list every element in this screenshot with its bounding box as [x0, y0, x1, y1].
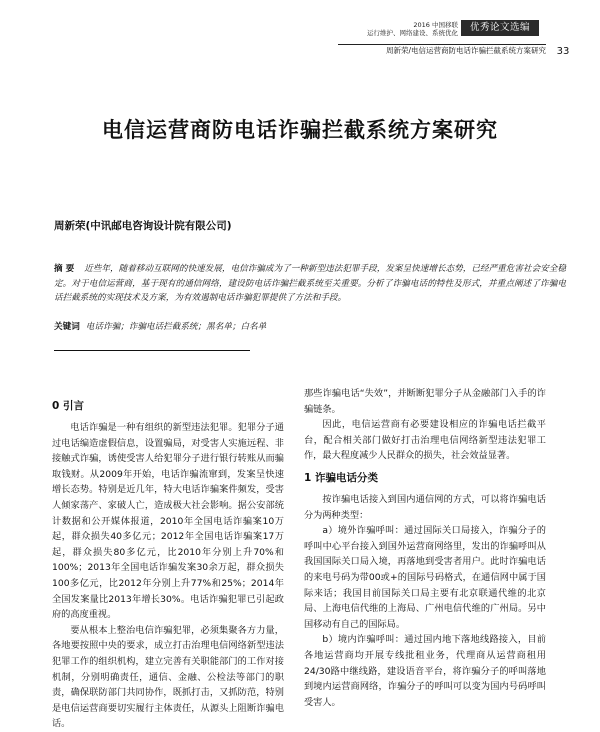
classification-paragraph-3: b）境内诈骗呼叫：通过国内地下落地线路接入，目前各地运营商均开展专线批租业务，代理商从运营商租用24/30路中继线路，建设语音平台，将诈骗分子的呼叫落地到境内运营商网络，诈骗分子的呼叫可以变为国内号码呼叫受害人。 — [304, 634, 546, 708]
keywords — [54, 320, 566, 334]
classification-paragraph-1: 按诈骗电话接入到国内通信网的方式，可以将诈骗电话分为两种类型： — [304, 493, 546, 521]
header-year: 2016 中国移联 — [413, 21, 458, 29]
right-paragraph-1: 那些诈骗电话“失效”，并断断犯罪分子从金融部门入手的诈骗链条。 — [304, 388, 546, 415]
abstract-divider — [54, 350, 250, 351]
author-line — [54, 218, 232, 233]
abstract-label: 摘 要 — [54, 264, 75, 274]
intro-paragraph-1: 电话诈骗是一种有组织的新型违法犯罪。犯罪分子通过电话编造虚假信息，设置骗局，对受害人实施远程、非接触式诈骗，诱使受害人给犯罪分子进行银行转账从而骗取钱财。从2009年开始，电话诈骗流窜到，发案呈快速增长态势。特别是近几年，特大电话诈骗案件频发，受害人倾家荡产、家破人亡，造成极大社会影响。据公安部统计数据和公开媒体报道，2010年全国电话诈骗案10万起，群众损失40多亿元；2012年全国电话诈骗案17万起，群众损失80多亿元，比2010年分别上升70%和100%；2013年全国电话诈骗发案30余万起，群众损失100多亿元，比2012年分别上升77%和25%；2014年全国发案量比2013年增长30%。电话诈骗犯罪已引起政府的高度重视。 — [52, 422, 284, 621]
right-column — [304, 386, 546, 710]
author-affiliation: (中讯邮电咨询设计院有限公司) — [85, 220, 232, 232]
section-heading-classification: 1 诈骗电话分类 — [304, 471, 378, 484]
article-title: 电信运营商防电话诈骗拦截系统方案研究 — [102, 118, 498, 142]
header-banner — [348, 18, 578, 38]
header-subtitle: 运行维护、网络建设、系统优化 — [367, 29, 458, 37]
right-paragraph-2: 因此，电信运营商有必要建设相应的诈骗电话拦截平台，配合相关部门做好打击治理电信网络新型违法犯罪工作，最大程度减少人民群众的损失，社会效益显著。 — [304, 419, 546, 462]
abstract-text: 近些年，随着移动互联网的快速发展，电信诈骗成为了一种新型违法犯罪手段，发案呈快速增长态势，已经严重危害社会安全稳定。对于电信运营商，基于现有的通信网络，建设防电话诈骗拦截系统至关重要。分析了诈骗电话的特性及形式，并重点阐述了诈骗电话拦截系统的实现技术及方案，为有效遏制电话诈骗犯罪提供了方法和手段。 — [54, 264, 566, 304]
keywords-label: 关键词 — [54, 322, 80, 332]
section-heading-intro: 0 引言 — [52, 400, 84, 412]
keywords-text: 电话诈骗；诈骗电话拦截系统；黑名单；白名单 — [85, 322, 267, 332]
header-badge: 优秀论文选编 — [461, 20, 539, 36]
running-title: 周新荣/电信运营商防电话诈骗拦截系统方案研究 — [385, 46, 546, 55]
left-column — [52, 398, 284, 732]
abstract — [54, 262, 566, 306]
classification-paragraph-2: a）境外诈骗呼叫：通过国际关口局接入，诈骗分子的呼叫中心平台接入到国外运营商网络里，发出的诈骗呼叫从我国国际关口局入境，再落地到受害者用户。此时诈骗电话的来电号码为带00或+的国际号码格式，在通信网中属于国际来话；我国目前国际关口局主要有北京联通代维的北京局、上海电信代维的上海局、广州电信代维的广州局。另中国移动有自己的国际局。 — [304, 525, 546, 630]
author-name: 周新荣 — [54, 220, 86, 232]
page-number: 33 — [556, 46, 570, 57]
intro-paragraph-2: 要从根本上整治电信诈骗犯罪，必须集聚各方力量，各地要按照中央的要求，成立打击治理电信网络新型违法犯罪工作的组织机构，建立完善有关职能部门的工作对接机制，分别明确责任，通信、金融、公检法等部门的职责，确保联防部门共同协作，既抓打击，又抓防范，特别是电信运营商要切实履行主体责任，从源头上阻断诈骗电话。 — [52, 624, 284, 730]
